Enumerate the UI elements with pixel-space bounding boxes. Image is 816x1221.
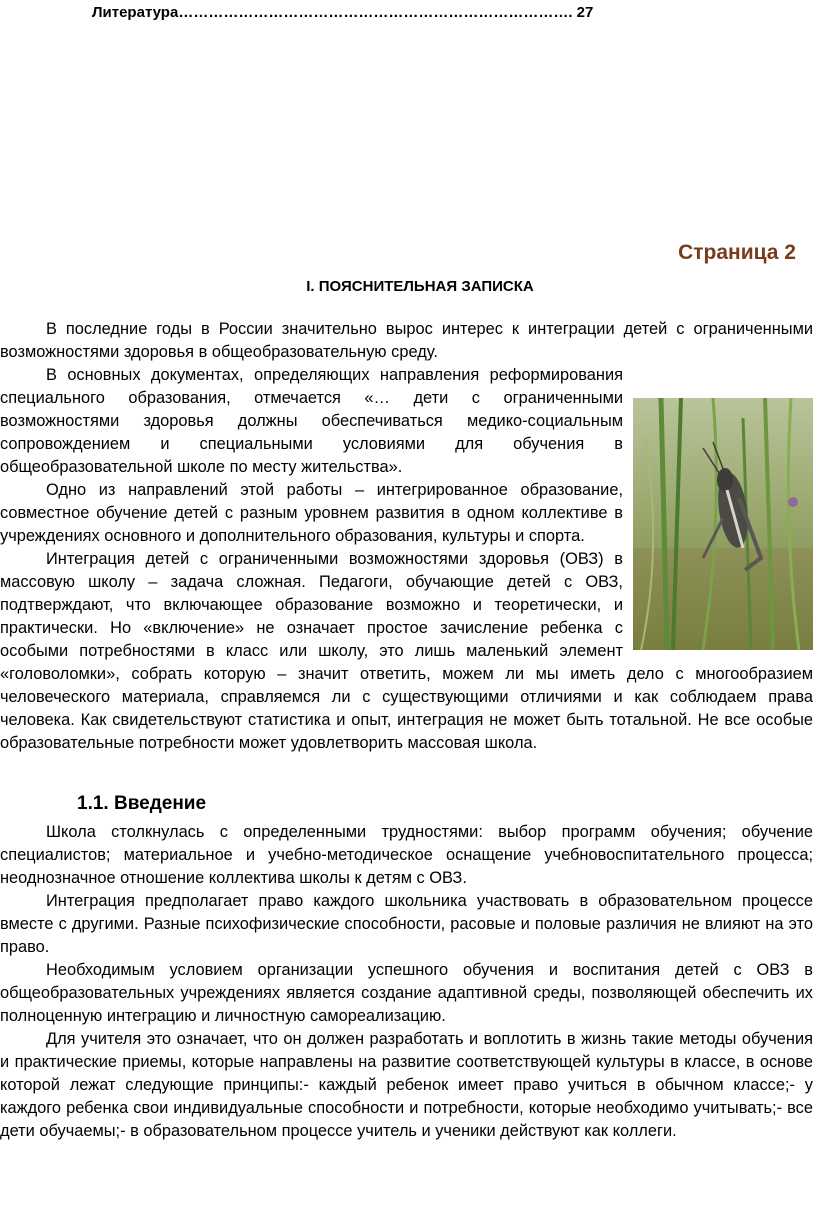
section-title: I. ПОЯСНИТЕЛЬНАЯ ЗАПИСКА: [306, 278, 534, 295]
intro-heading: 1.1. Введение: [77, 793, 207, 814]
paragraph: В основных документах, определяющих направления реформирования специального образования, отмечается «… дети с ограниченными возможностями здоровья должны обеспечиваться медико-социальным сопровождением и специальными условиями для обучения в общеобразовательной школе по месту жительства».: [0, 366, 623, 476]
grasshopper-photo: [633, 398, 813, 650]
toc-page-number: 27: [572, 4, 594, 21]
paragraph: Необходимым условием организации успешного обучения и воспитания детей с ОВЗ в общеобразовательных учреждениях является создание адаптивной среды, позволяющей обеспечить их полноценную интеграцию и личностную самореализацию.: [0, 961, 813, 1025]
paragraph: Для учителя это означает, что он должен разработать и воплотить в жизнь такие методы обучения и практические приемы, которые направлены на развитие соответствующей культуры в классе, в основе которой лежат следующие принципы:- каждый ребенок имеет право учиться в обычном классе;- у каждого ребенка свои индивидуальные способности и потребности, которые необходимо учитывать;- все дети обучаемы;- в образовательном процессе учитель и ученики действуют как коллеги.: [0, 1030, 813, 1140]
paragraph: В последние годы в России значительно вырос интерес к интеграции детей с ограниченными возможностями здоровья в общеобразовательную среду.: [0, 320, 813, 361]
toc-label: Литература: [92, 4, 179, 21]
paragraph: Школа столкнулась с определенными трудностями: выбор программ обучения; обучение специалистов; материальное и учебно-методическое оснащение учебновоспитательного процесса; неоднозначное отношение коллектива школы к детям с ОВЗ.: [0, 823, 813, 887]
document-body: [0, 318, 813, 1143]
paragraph: Интеграция детей с ограниченными возможностями здоровья (ОВЗ) в массовую школу – задача сложная. Педагоги, обучающие детей с ОВЗ, подтверждают, что включающее образование возможно и теоретически, и практически. Но «включение» не означает простое зачисление ребенка с особыми потребностями в класс или школу, это лишь маленький элемент «головоломки», собрать которую – значит ответить, можем ли мы иметь дело с многообразием человеческого материала, справляемся ли с существующими отличиями и как соблюдаем права человека. Как свидетельствуют статистика и опыт, интеграция не может быть тотальной. Не все особые образовательные потребности может удовлетворить массовая школа.: [0, 550, 813, 752]
toc-leader: …………………………………………………………………….: [178, 4, 573, 21]
paragraph: Одно из направлений этой работы – интегрированное образование, совместное обучение детей с разным уровнем развития в одном коллективе в учреждениях основного и дополнительного образования, культуры и спорта.: [0, 481, 623, 545]
toc-entry: [92, 4, 594, 21]
paragraph: Интеграция предполагает право каждого школьника участвовать в образовательном процессе вместе с другими. Разные психофизические способности, расовые и половые различия не влияют на это право.: [0, 892, 813, 956]
page-label: Страница 2: [678, 241, 796, 264]
